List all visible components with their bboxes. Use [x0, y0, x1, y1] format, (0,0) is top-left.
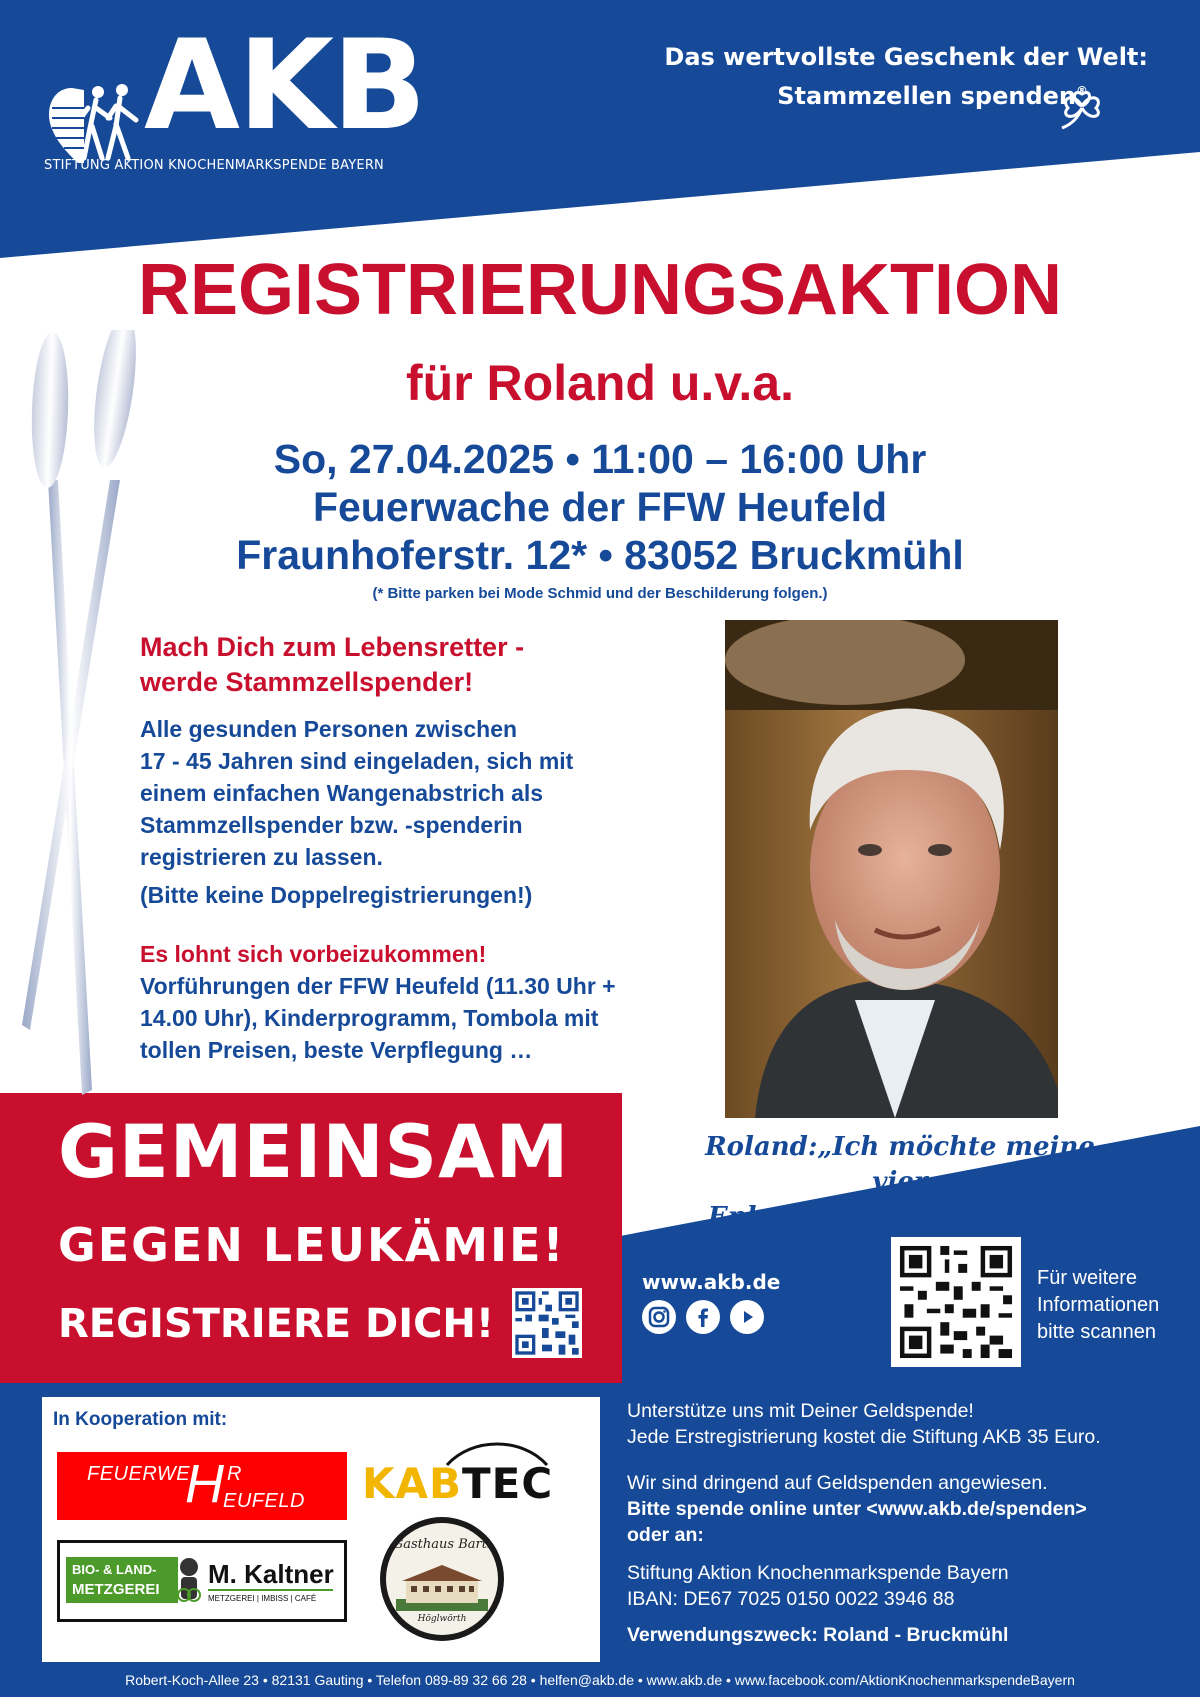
- event-address: Fraunhoferstr. 12* • 83052 Bruckmühl: [236, 532, 964, 578]
- kaltner-name: M. Kaltner: [208, 1559, 334, 1589]
- worth-line: tollen Preisen, beste Verpflegung …: [140, 1037, 533, 1063]
- gasthaus-name: Gasthaus Bartl: [392, 1537, 492, 1552]
- event-subtitle: für Roland u.v.a.: [406, 355, 794, 411]
- donation-line4[interactable]: Bitte spende online unter <www.akb.de/spenden>: [627, 1498, 1087, 1520]
- clover-icon: [1054, 84, 1110, 132]
- cooperation-label: In Kooperation mit:: [53, 1409, 228, 1430]
- kaltner-logo[interactable]: [57, 1540, 347, 1622]
- donation-line1: Unterstütze uns mit Deiner Geldspende!: [627, 1400, 974, 1422]
- worth-block: [140, 938, 616, 1066]
- logo-text: AKB: [144, 14, 425, 158]
- worth-line: Vorführungen der FFW Heufeld (11.30 Uhr +: [140, 973, 616, 999]
- body-heading-line1: Mach Dich zum Lebensretter -: [140, 632, 525, 662]
- donation-line6: Stiftung Aktion Knochenmarkspende Bayern: [627, 1562, 1009, 1584]
- parking-note: (* Bitte parken bei Mode Schmid und der Beschilderung folgen.): [372, 585, 828, 602]
- kabtec-logo[interactable]: [362, 1437, 572, 1527]
- donation-line5: oder an:: [627, 1524, 704, 1546]
- banner-line3: REGISTRIERE DICH!: [58, 1301, 495, 1347]
- roland-photo: [725, 620, 1058, 1118]
- ffw-line2: EUFELD: [223, 1490, 305, 1512]
- scan-line3: bitte scannen: [1037, 1321, 1156, 1343]
- facebook-icon[interactable]: [686, 1300, 720, 1334]
- ffw-line1: FEUERWE: [87, 1463, 191, 1485]
- worth-heading: Es lohnt sich vorbeizukommen!: [140, 941, 487, 967]
- social-icons: [642, 1300, 774, 1334]
- kaltner-left1: BIO- & LAND-: [72, 1562, 157, 1577]
- banner-line2: GEGEN LEUKÄMIE!: [58, 1218, 566, 1272]
- no-double-note: (Bitte keine Doppelregistrierungen!): [140, 882, 533, 908]
- body-paragraph: [140, 713, 573, 911]
- kaltner-sub: METZGEREI | IMBISS | CAFÉ: [208, 1594, 317, 1603]
- building-icon: [396, 1561, 488, 1611]
- tagline-line2: Stammzellen spenden: [777, 82, 1076, 110]
- body-heading: [140, 630, 524, 700]
- website-url[interactable]: www.akb.de: [642, 1270, 781, 1294]
- cotton-swab-illustration: [0, 330, 150, 1110]
- youtube-icon[interactable]: [730, 1300, 764, 1334]
- body-line: 17 - 45 Jahren sind eingeladen, sich mit: [140, 748, 574, 774]
- portrait-image: [725, 620, 1058, 1118]
- donation-line2: Jede Erstregistrierung kostet die Stiftung AKB 35 Euro.: [627, 1426, 1101, 1448]
- kabtec-a: KAB: [362, 1459, 463, 1508]
- feuerwehr-heufeld-logo[interactable]: [57, 1452, 347, 1520]
- quote: [680, 1130, 1120, 1235]
- scan-info: [1037, 1265, 1159, 1346]
- cooperation-box: [42, 1397, 600, 1662]
- gasthaus-place: Höglwörth: [417, 1614, 467, 1624]
- quote-line1: Roland:„Ich möchte meine vier: [705, 1132, 1095, 1197]
- scan-line2: Informationen: [1037, 1294, 1160, 1316]
- ffw-big-letter: H: [185, 1454, 224, 1514]
- quote-line2: Enkel aufwachsen sehen!“: [707, 1202, 1093, 1232]
- footer-contact: Robert-Koch-Allee 23 • 82131 Gauting • Telefon 089-89 32 66 28 • helfen@akb.de • www.akb.de • www.facebook.com/AktionKnochenmarkspendeBayern: [125, 1672, 1075, 1688]
- event-location: Feuerwache der FFW Heufeld: [312, 484, 888, 530]
- logo-subtitle: STIFTUNG AKTION KNOCHENMARKSPENDE BAYERN: [44, 158, 384, 173]
- ffw-line1b: R: [227, 1463, 242, 1485]
- body-heading-line2: werde Stammzellspender!: [140, 667, 474, 697]
- banner-line1: GEMEINSAM: [58, 1110, 570, 1195]
- registered-mark: ®: [1076, 84, 1088, 98]
- akb-logo[interactable]: [44, 14, 425, 180]
- worth-line: 14.00 Uhr), Kinderprogramm, Tombola mit: [140, 1005, 599, 1031]
- body-line: Stammzellspender bzw. -spenderin: [140, 812, 523, 838]
- scan-line1: Für weitere: [1037, 1267, 1138, 1289]
- qr-code-icon[interactable]: [512, 1288, 582, 1358]
- kaltner-left2: METZGEREI: [72, 1581, 160, 1598]
- tagline-line1: Das wertvollste Geschenk der Welt:: [664, 43, 1148, 71]
- qr-code-icon[interactable]: [891, 1237, 1021, 1367]
- gasthaus-bartl-logo[interactable]: [380, 1517, 504, 1641]
- body-line: registrieren zu lassen.: [140, 844, 383, 870]
- donation-block: [627, 1398, 1187, 1648]
- body-line: Alle gesunden Personen zwischen: [140, 716, 518, 742]
- donation-iban: IBAN: DE67 7025 0150 0022 3946 88: [627, 1588, 955, 1610]
- instagram-icon[interactable]: [642, 1300, 676, 1334]
- donation-line3: Wir sind dringend auf Geldspenden angewiesen.: [627, 1472, 1048, 1494]
- event-date-time: So, 27.04.2025 • 11:00 – 16:00 Uhr: [273, 436, 927, 482]
- body-line: einem einfachen Wangenabstrich als: [140, 780, 544, 806]
- kabtec-b: TEC: [462, 1459, 554, 1508]
- event-title: REGISTRIERUNGSAKTION: [137, 250, 1063, 330]
- pig-icon: [172, 1553, 206, 1603]
- donation-purpose: Verwendungszweck: Roland - Bruckmühl: [627, 1624, 1009, 1646]
